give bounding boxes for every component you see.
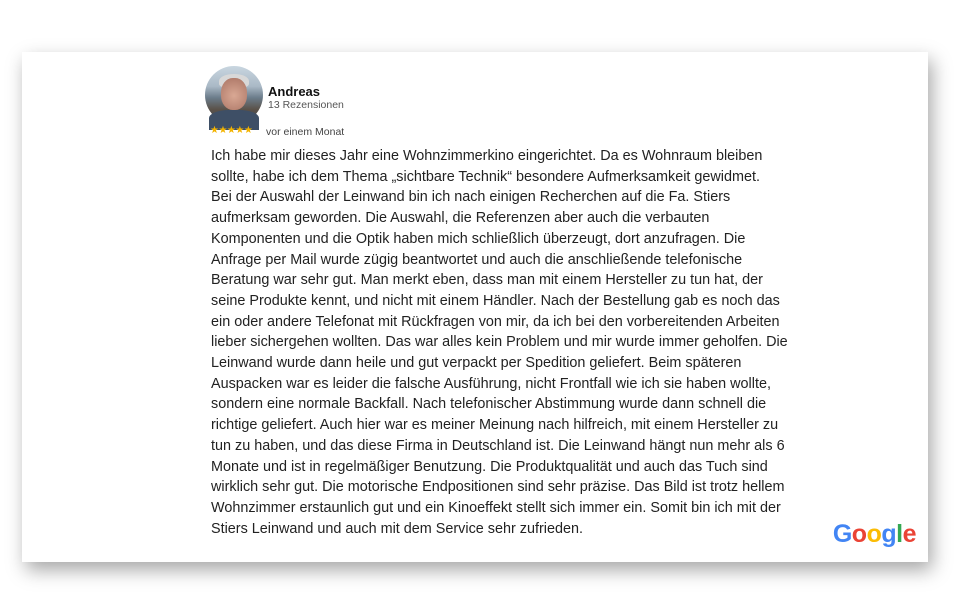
logo-letter: g	[881, 520, 897, 548]
review-count: 13 Rezensionen	[268, 99, 344, 111]
review-text-line: Monate und ist in regelmäßiger Benutzung. Die Produktqualität und auch das Tuch sind	[211, 458, 768, 475]
review-text-line: Ich habe mir dieses Jahr eine Wohnzimmerkino eingerichtet. Da es Wohnraum bleiben	[211, 148, 763, 164]
review-text-line: Wohnzimmer erstaunlich gut und ein Kinoeffekt stellt sich immer ein. Somit bin ich mit der	[211, 499, 781, 516]
logo-letter: l	[896, 520, 903, 548]
avatar	[205, 66, 263, 124]
review-text-line: Anfrage per Mail wurde zügig beantwortet und auch die anschließende telefonische	[211, 251, 743, 268]
review-text-line: tun zu haben, und das diese Firma in Deutschland ist. Die Leinwand hängt nun mehr als 6	[211, 437, 785, 454]
review-text-line: ein oder andere Telefonat mit Rückfragen von mir, da ich bei den vorbereitenden Arbeiten	[211, 313, 780, 330]
review-date: vor einem Monat	[266, 126, 345, 138]
logo-letter: o	[851, 520, 867, 548]
logo-letter: G	[832, 520, 852, 548]
review-text-line: seine Produkte kennt, und nicht mit einem Händler. Nach der Bestellung gab es noch das	[211, 292, 780, 309]
review-text-line: Stiers Leinwand und auch mit dem Service sehr zufrieden.	[211, 520, 583, 537]
avatar-face	[221, 78, 247, 110]
review-text-line: aufmerksam geworden. Die Auswahl, die Referenzen aber auch die verbauten	[211, 210, 710, 227]
star-rating-icon: ★★★★★	[210, 125, 253, 136]
logo-letter: e	[902, 520, 916, 548]
review-text-line: Bei der Auswahl der Leinwand bin ich nach einigen Recherchen auf die Fa. Stiers	[211, 189, 731, 206]
review-text-line: sollte, habe ich dem Thema „sichtbare Technik“ besondere Aufmerksamkeit gewidmet.	[211, 168, 760, 185]
review-text	[211, 146, 811, 539]
review-text-line: lieber sichergehen wollten. Das war alles kein Problem und mir wurde immer geholfen. Die	[211, 334, 788, 351]
review-text-line: Leinwand wurde dann heile und gut verpackt per Spedition geliefert. Beim späteren	[211, 355, 742, 372]
review-text-line: Auspacken war es leider die falsche Ausführung, nicht Frontfall wie ich sie haben wollte,	[211, 375, 771, 392]
review-text-line: Komponenten und die Optik haben mich schließlich überzeugt, dort anzufragen. Die	[211, 230, 746, 247]
review-text-line: wirklich sehr gut. Die motorische Endpositionen sind sehr präzise. Das Bild ist trotz hellem	[211, 479, 785, 496]
review-text-line: Beratung war sehr gut. Man merkt eben, dass man mit einem Hersteller zu tun hat, der	[211, 272, 763, 289]
review-text-line: richtige geliefert. Auch hier war es meiner Meinung nach hilfreich, mit einem Hersteller zu	[211, 417, 779, 434]
logo-letter: o	[866, 520, 882, 548]
google-logo	[832, 520, 916, 556]
review-text-line: sondern eine normale Backfall. Nach telefonischer Abstimmung wurde dann schnell die	[211, 396, 767, 413]
author-name[interactable]: Andreas	[268, 84, 321, 99]
